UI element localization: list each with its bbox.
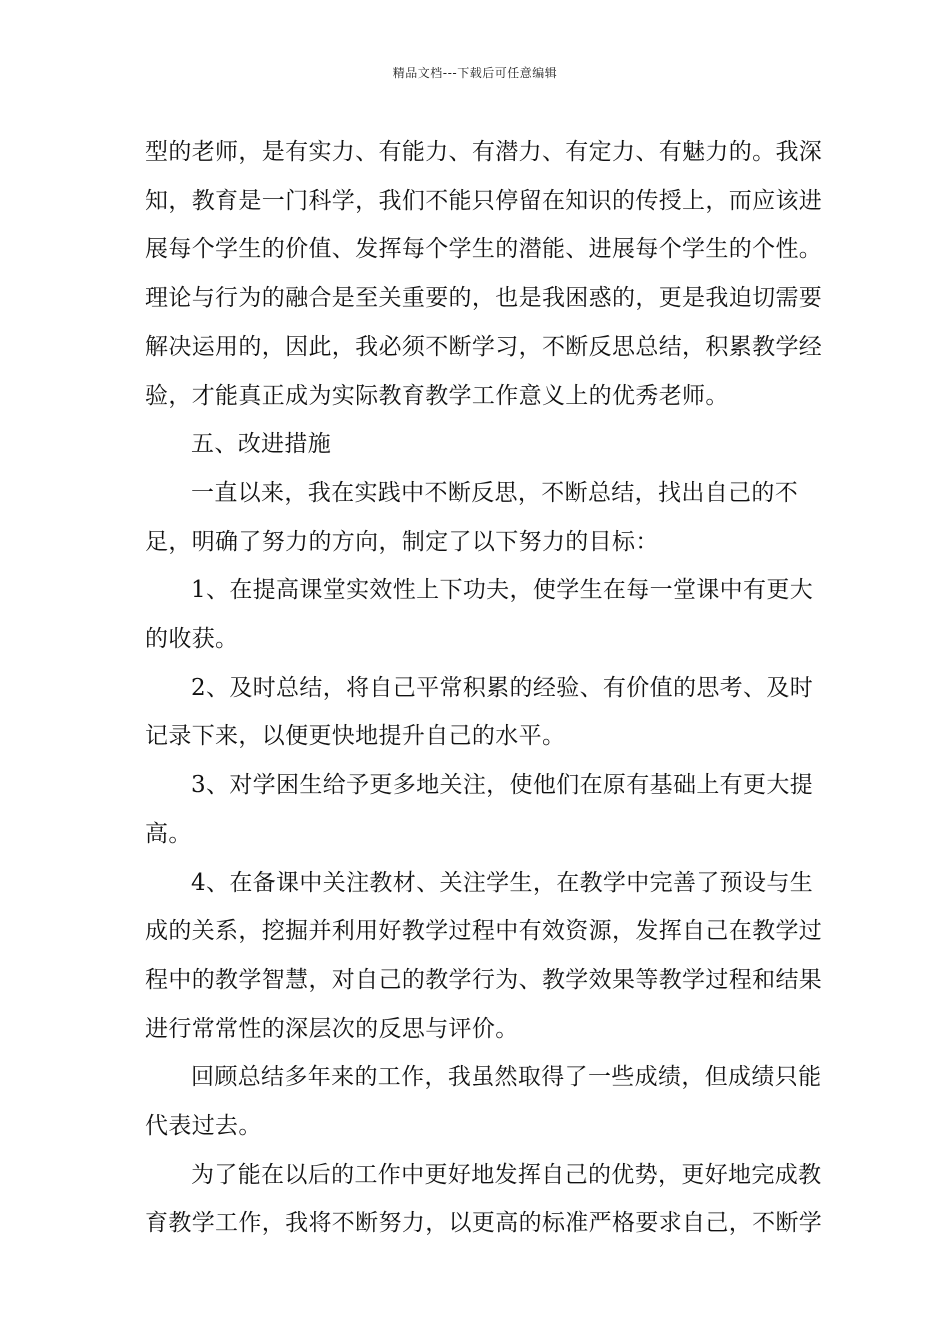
paragraph-intro: 一直以来，我在实践中不断反思，不断总结，找出自己的不足，明确了努力的方向，制定了以下努力的目标： [145, 479, 799, 555]
document-body [145, 128, 825, 1248]
page-header: 精品文档---下载后可任意编辑 [392, 66, 558, 80]
list-item-1: 1、在提高课堂实效性上下功夫，使学生在每一堂课中有更大的收获。 [145, 577, 814, 653]
section-heading: 五、改进措施 [191, 431, 332, 458]
list-item-2: 2、及时总结，将自己平常积累的经验、有价值的思考、及时记录下来，以便更快地提升自己的水平。 [145, 674, 814, 750]
paragraph-review: 回顾总结多年来的工作，我虽然取得了一些成绩，但成绩只能代表过去。 [145, 1064, 822, 1140]
paragraph-continuation: 型的老师，是有实力、有能力、有潜力、有定力、有魅力的。我深知，教育是一门科学，我们不能只停留在知识的传授上，而应该进展每个学生的价值、发挥每个学生的潜能、进展每个学生的个性。理论与行为的融合是至关重要的，也是我困惑的，更是我迫切需要解决运用的，因此，我必须不断学习，不断反思总结，积累教学经验，才能真正成为实际教育教学工作意义上的优秀老师。 [145, 139, 823, 409]
paragraph-closing: 为了能在以后的工作中更好地发挥自己的优势，更好地完成教育教学工作，我将不断努力，以更高的标准严格要求自己，不断学 [145, 1161, 823, 1237]
list-item-4: 4、在备课中关注教材、关注学生，在教学中完善了预设与生成的关系，挖掘并利用好教学过程中有效资源，发挥自己在教学过程中的教学智慧，对自己的教学行为、教学效果等教学过程和结果进行常常性的深层次的反思与评价。 [145, 869, 823, 1042]
list-item-3: 3、对学困生给予更多地关注，使他们在原有基础上有更大提高。 [145, 772, 814, 847]
